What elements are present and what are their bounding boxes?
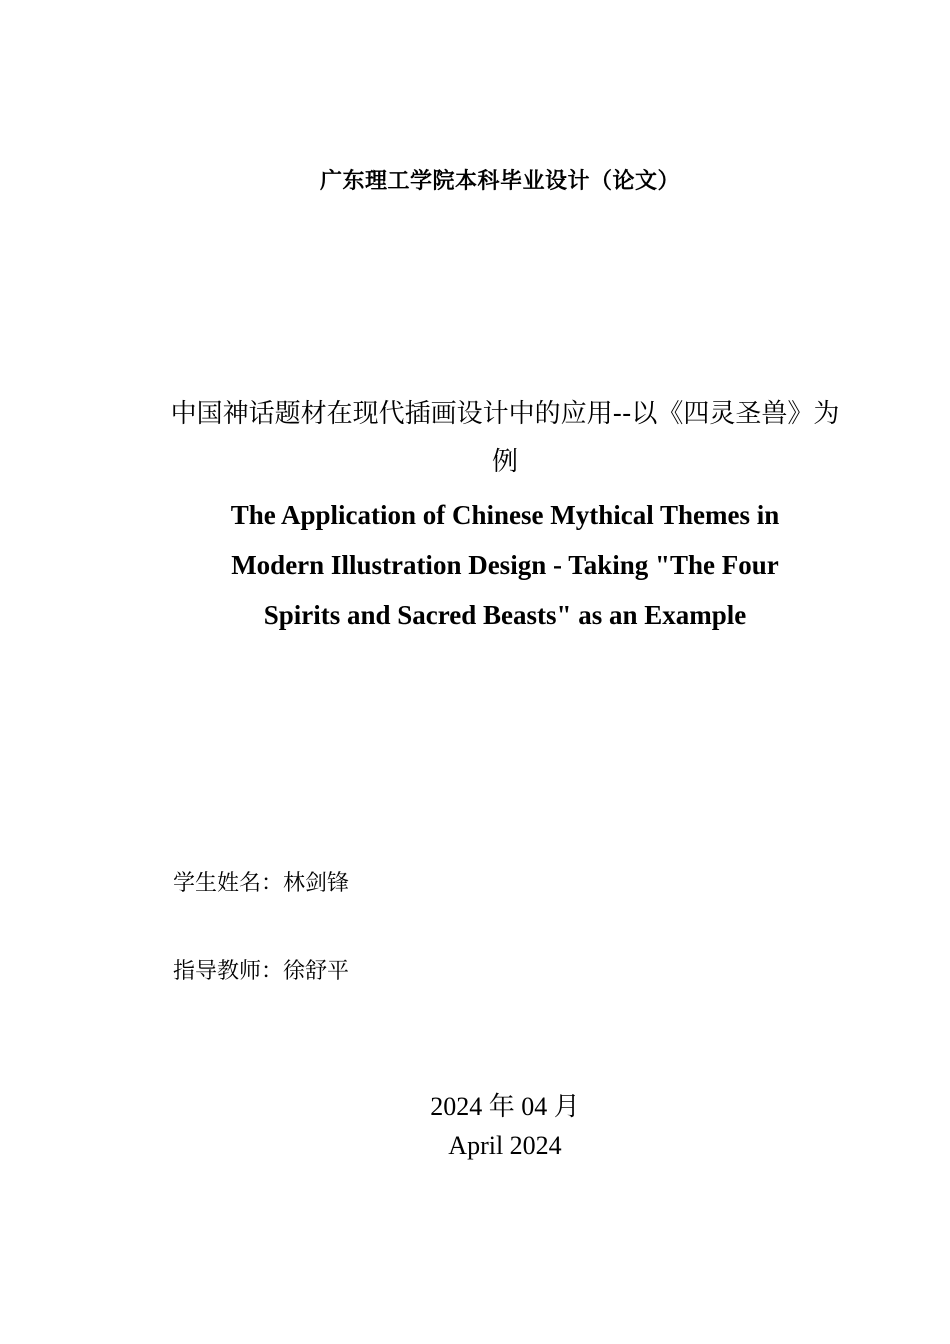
date-chinese: 2024 年 04 月 bbox=[430, 1092, 580, 1121]
thesis-title-english: The Application of Chinese Mythical Themes in Modern Illustration Design - Taking "The Four Spirits and Sacred Beasts" as an Example bbox=[230, 500, 780, 630]
thesis-title-chinese: 中国神话题材在现代插画设计中的应用--以《四灵圣兽》为例 bbox=[170, 399, 840, 477]
student-name-line: 学生姓名：林剑锋 bbox=[173, 871, 350, 896]
date-english: April 2024 bbox=[448, 1131, 562, 1160]
advisor-name-line: 指导教师：徐舒平 bbox=[173, 959, 350, 984]
institution-heading: 广东理工学院本科毕业设计（论文） bbox=[319, 169, 680, 194]
